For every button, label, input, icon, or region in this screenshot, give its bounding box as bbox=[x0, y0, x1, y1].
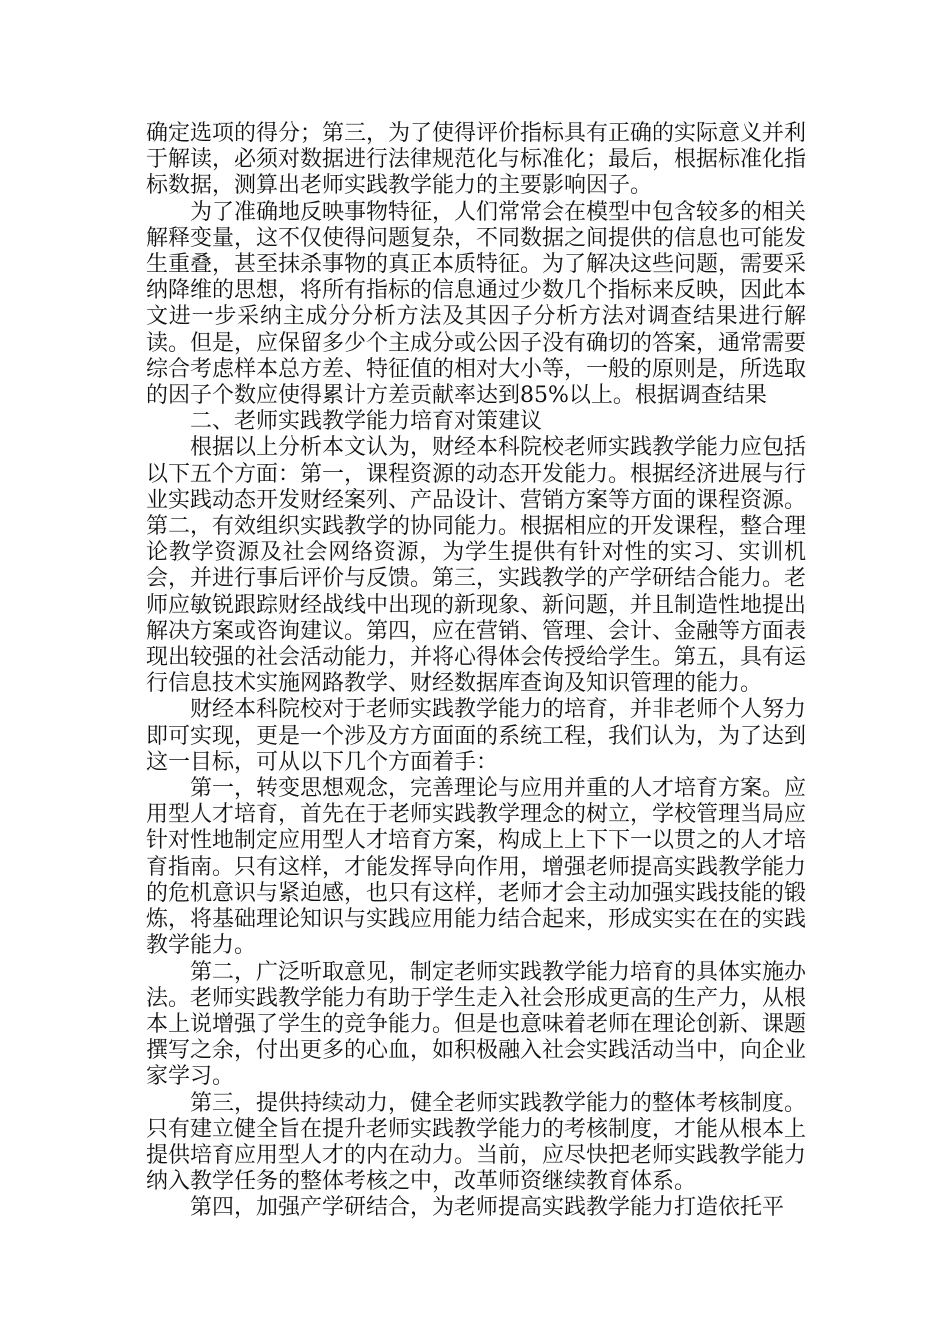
paragraph-dimension-reduction: 为了准确地反映事物特征，人们常常会在模型中包含较多的相关解释变量，这不仅使得问题复杂，不同数据之间提供的信息也可能发生重叠，甚至抹杀事物的真正本质特征。为了解决这些问题，需要采纳降维的思想，将所有指标的信息通过少数几个指标来反映，因此本文进一步采纳主成分分析方法及其因子分析方法对调查结果进行解读。但是，应保留多少个主成分或公因子没有确切的答案，通常需要综合考虑样本总方差、特征值的相对大小等，一般的原则是，所选取的因子个数应使得累计方差贡献率达到85%以上。根据调查结果 bbox=[146, 199, 807, 409]
paragraph-measure-three: 第三，提供持续动力，健全老师实践教学能力的整体考核制度。只有建立健全旨在提升老师实践教学能力的考核制度，才能从根本上提供培育应用型人才的内在动力。当前，应尽快把老师实践教学能力纳入教学任务的整体考核之中，改革师资继续教育体系。 bbox=[146, 1090, 807, 1195]
paragraph-measure-one: 第一，转变思想观念，完善理论与应用并重的人才培育方案。应用型人才培育，首先在于老师实践教学理念的树立，学校管理当局应针对性地制定应用型人才培育方案，构成上上下下一以贯之的人才培育指南。只有这样，才能发挥导向作用，增强老师提高实践教学能力的危机意识与紧迫感，也只有这样，老师才会主动加强实践技能的锻炼，将基础理论知识与实践应用能力结合起来，形成实实在在的实践教学能力。 bbox=[146, 776, 807, 959]
document-page bbox=[146, 121, 806, 1222]
paragraph-measure-two: 第二，广泛听取意见，制定老师实践教学能力培育的具体实施办法。老师实践教学能力有助于学生走入社会形成更高的生产力，从根本上说增强了学生的竞争能力。但是也意味着老师在理论创新、课题撰写之余，付出更多的心血，如积极融入社会实践活动当中，向企业家学习。 bbox=[146, 959, 807, 1090]
paragraph-five-abilities: 根据以上分析本文认为，财经本科院校老师实践教学能力应包括以下五个方面：第一，课程资源的动态开发能力。根据经济进展与行业实践动态开发财经案列、产品设计、营销方案等方面的课程资源。第二，有效组织实践教学的协同能力。根据相应的开发课程，整合理论教学资源及社会网络资源，为学生提供有针对性的实习、实训机会，并进行事后评价与反馈。第三，实践教学的产学研结合能力。老师应敏锐跟踪财经战线中出现的新现象、新问题，并且制造性地提出解决方案或咨询建议。第四，应在营销、管理、会计、金融等方面表现出较强的社会活动能力，并将心得体会传授给学生。第五，具有运行信息技术实施网路教学、财经数据库查询及知识管理的能力。 bbox=[146, 435, 807, 697]
paragraph-measure-four: 第四，加强产学研结合，为老师提高实践教学能力打造依托平 bbox=[190, 1195, 785, 1221]
paragraph-systematic-project: 财经本科院校对于老师实践教学能力的培育，并非老师个人努力即可实现，更是一个涉及方方面面的系统工程，我们认为，为了达到这一目标，可从以下几个方面着手： bbox=[146, 697, 807, 775]
paragraph-scoring-and-standardization: 确定选项的得分；第三，为了使得评价指标具有正确的实际意义并利于解读，必须对数据进行法律规范化与标准化；最后，根据标准化指标数据，测算出老师实践教学能力的主要影响因子。 bbox=[146, 121, 807, 199]
section-heading: 二、老师实践教学能力培育对策建议 bbox=[190, 409, 543, 435]
